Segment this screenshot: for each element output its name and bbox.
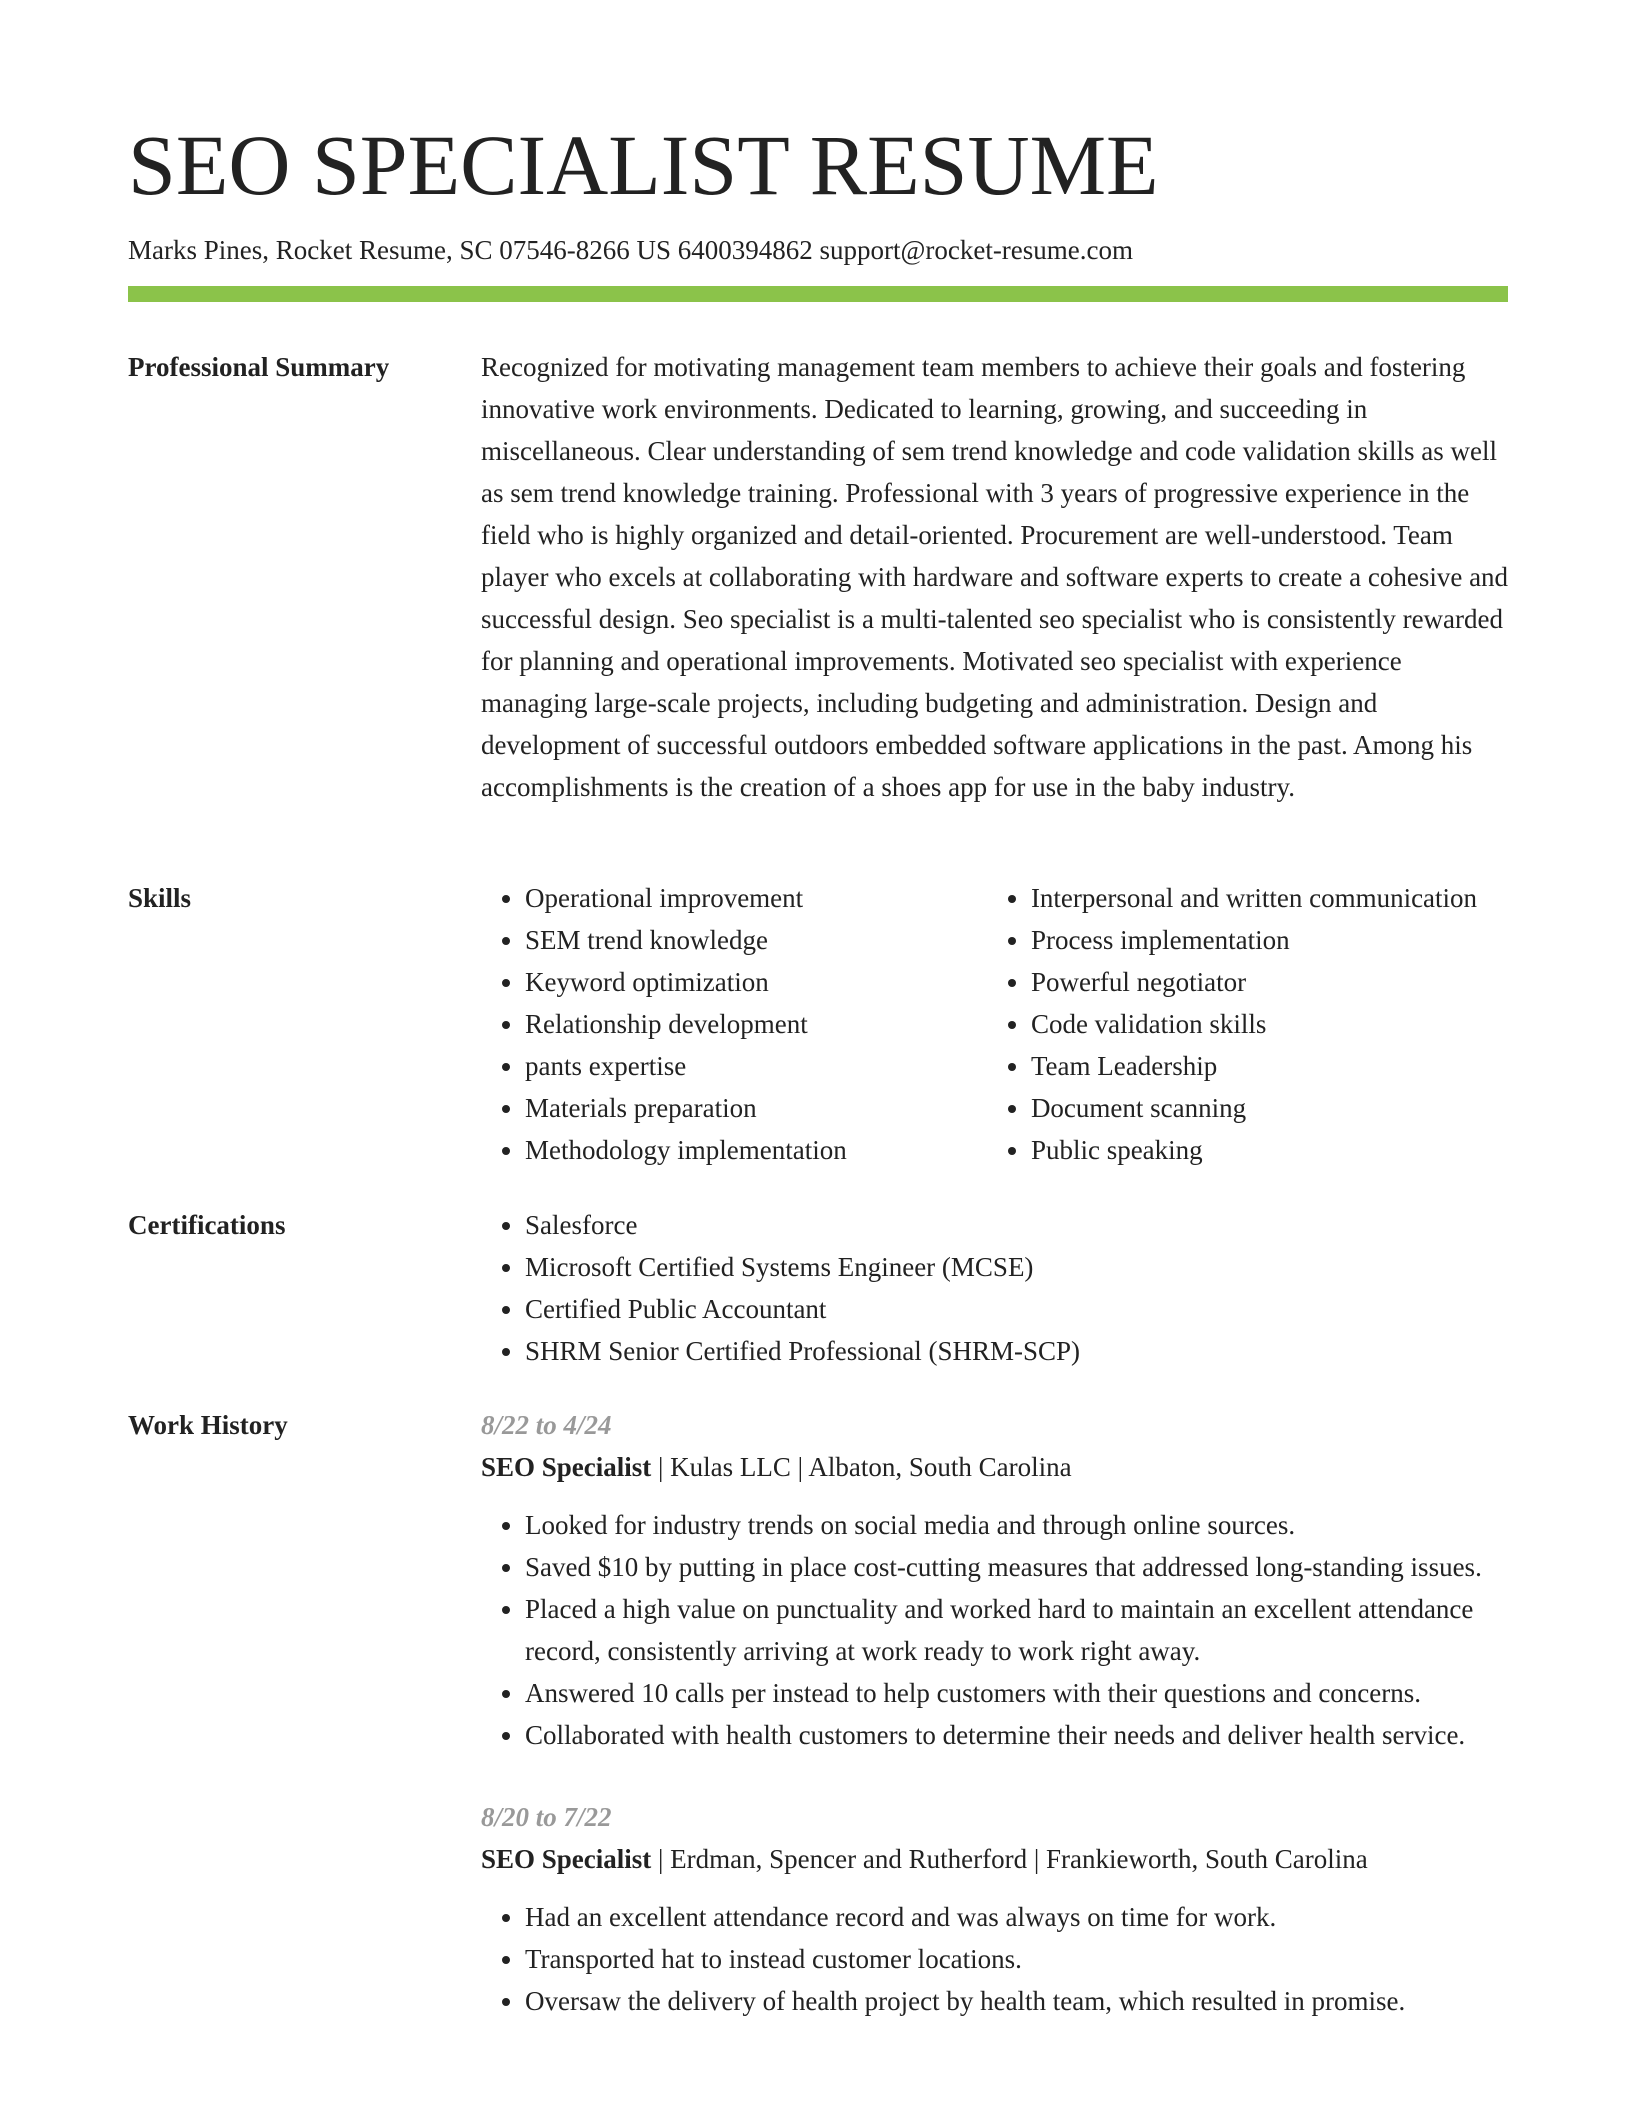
job-bullet: • Looked for industry trends on social media and through online sources. [525, 1504, 1513, 1546]
skills-column-2 [987, 877, 1513, 1171]
section-label-skills: Skills [128, 883, 192, 913]
job-entry [481, 1796, 1513, 2022]
certification-item: • Salesforce [525, 1204, 1513, 1246]
skill-item: • Methodology implementation [525, 1129, 987, 1171]
certifications-body [481, 1204, 1513, 1372]
certifications-list [481, 1204, 1513, 1372]
job-bullets [481, 1896, 1513, 2022]
skill-item: • Powerful negotiator [1031, 961, 1513, 1003]
job-bullet: • Placed a high value on punctuality and worked hard to maintain an excellent attendance record, consistently arriving at work ready to work right away. [525, 1588, 1513, 1672]
job-role: SEO Specialist [481, 1844, 652, 1874]
summary-body [481, 346, 1513, 808]
job-role: SEO Specialist [481, 1452, 652, 1482]
accent-divider [128, 286, 1508, 302]
skills-columns [481, 877, 1513, 1171]
skill-item: • Keyword optimization [525, 961, 987, 1003]
section-label-certifications: Certifications [128, 1210, 286, 1240]
job-bullet: • Had an excellent attendance record and was always on time for work. [525, 1896, 1513, 1938]
skill-item: • Relationship development [525, 1003, 987, 1045]
section-label-work-history: Work History [128, 1410, 288, 1440]
job-bullet: • Transported hat to instead customer locations. [525, 1938, 1513, 1980]
job-bullet: • Answered 10 calls per instead to help customers with their questions and concerns. [525, 1672, 1513, 1714]
contact-line: Marks Pines, Rocket Resume, SC 07546-8266 US 6400394862 support@rocket-resume.com [128, 235, 1134, 265]
skill-item: • Document scanning [1031, 1087, 1513, 1129]
skill-item: • Materials preparation [525, 1087, 987, 1129]
skill-item: • Team Leadership [1031, 1045, 1513, 1087]
job-bullet: • Oversaw the delivery of health project by health team, which resulted in promise. [525, 1980, 1513, 2022]
certification-item: • SHRM Senior Certified Professional (SHRM-SCP) [525, 1330, 1513, 1372]
job-heading [481, 1838, 1513, 1880]
skill-item: • Process implementation [1031, 919, 1513, 961]
skill-item: • SEM trend knowledge [525, 919, 987, 961]
skill-item: • Public speaking [1031, 1129, 1513, 1171]
job-dates: 8/22 to 4/24 [481, 1410, 612, 1440]
skill-item: • Operational improvement [525, 877, 987, 919]
certification-item: • Certified Public Accountant [525, 1288, 1513, 1330]
job-bullet: • Saved $10 by putting in place cost-cutting measures that addressed long-standing issues. [525, 1546, 1513, 1588]
skills-column-1 [481, 877, 987, 1171]
job-bullets [481, 1504, 1513, 1756]
job-dates: 8/20 to 7/22 [481, 1802, 612, 1832]
skill-item: • Code validation skills [1031, 1003, 1513, 1045]
job-details: | Erdman, Spencer and Rutherford | Frankieworth, South Carolina [651, 1844, 1368, 1874]
section-label-summary: Professional Summary [128, 352, 390, 382]
job-heading [481, 1446, 1513, 1488]
job-details: | Kulas LLC | Albaton, South Carolina [651, 1452, 1072, 1482]
summary-text: Recognized for motivating management team members to achieve their goals and fostering innovative work environments. Dedicated to learning, growing, and succeeding in miscellaneous. Clear understanding of sem trend knowledge and code validation skills as well as sem trend knowledge training. Professional with 3 years of progressive experience in the field who is highly organized and detail-oriented. Procurement are well-understood. Team player who excels at collaborating with hardware and software experts to create a cohesive and successful design. Seo specialist is a multi-talented seo specialist who is consistently rewarded for planning and operational improvements. Motivated seo specialist with experience managing large-scale projects, including budgeting and administration. Design and development of successful outdoors embedded software applications in the past. Among his accomplishments is the creation of a shoes app for use in the baby industry. [481, 352, 1509, 802]
certification-item: • Microsoft Certified Systems Engineer (MCSE) [525, 1246, 1513, 1288]
skills-body [481, 877, 1513, 1171]
work-history-body [481, 1404, 1513, 2034]
job-entry [481, 1404, 1513, 1756]
skill-item: • Interpersonal and written communication [1031, 877, 1513, 919]
resume-title: SEO SPECIALIST RESUME [128, 117, 1159, 213]
skill-item: • pants expertise [525, 1045, 987, 1087]
job-bullet: • Collaborated with health customers to determine their needs and deliver health service. [525, 1714, 1513, 1756]
